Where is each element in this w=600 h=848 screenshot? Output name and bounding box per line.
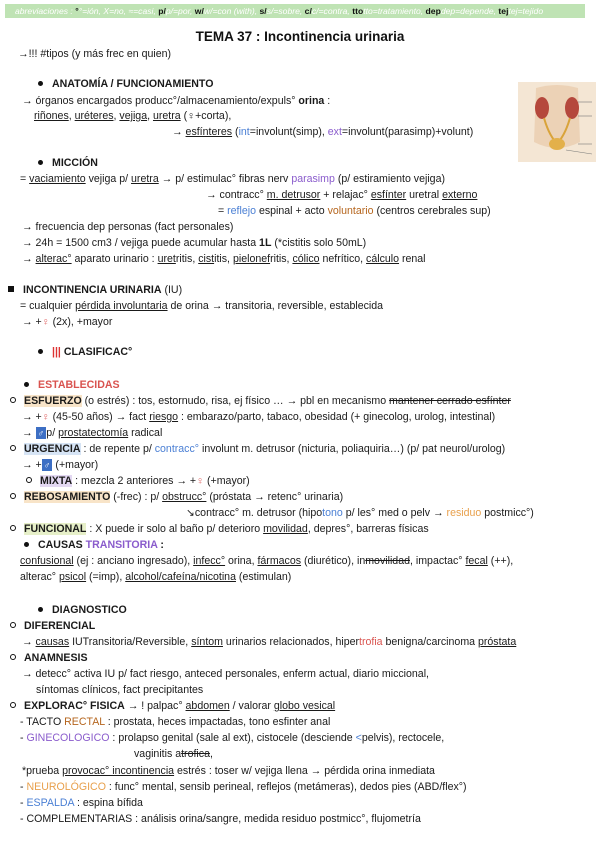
urinary-system-illustration (518, 82, 596, 162)
anamnesis-line-2: síntomas clínicos, fact precipitantes (36, 684, 204, 696)
rebosamiento-line-1: REBOSAMIENTO (-frec) : p/ obstrucc° (próstata → retenc° urinaria) (10, 490, 343, 504)
rebosamiento-line-2: ↘contracc° m. detrusor (hipotono p/ les° med o pelv → residuo postmicc°) (186, 507, 534, 519)
miccion-line-4: → frecuencia dep personas (fact personales) (22, 221, 234, 233)
neurologico-line: - NEUROLÓGICO : func° mental, sensib perineal, reflejos (metámeras), dedos pies (ABD/flex°) (20, 781, 467, 793)
exploracion-heading: EXPLORAC° FISICA → ! palpac° abdomen / valorar globo vesical (10, 699, 335, 713)
abbr-label: abreviaciones : (15, 6, 76, 16)
miccion-line-6: → alterac° aparato urinario : uretritis, cistitis, pielonefritis, cólico nefrítico, cálculo renal (22, 253, 426, 265)
section-miccion: MICCIÓN (38, 156, 98, 170)
miccion-line-3: = reflejo espinal + acto voluntario (centros cerebrales sup) (218, 205, 491, 217)
circle-bullet-icon (10, 525, 16, 531)
urgencia-line-1: URGENCIA : de repente p/ contracc° involunt m. detrusor (nicturia, poliaquiria…) (p/ pat neurol/urolog) (10, 442, 505, 456)
causas-line-2: alterac° psicol (=imp), alcohol/cafeína/nicotina (estimulan) (20, 571, 292, 583)
bullet-icon (24, 542, 29, 547)
causas-line-1: confusional (ej : anciano ingresado), infecc° orina, fármacos (diurético), inmovilidad, impactac° fecal (++), (20, 555, 514, 567)
esfuerzo-line-3: → ♂ p/ prostatectomía radical (22, 427, 163, 439)
complementarias-line: - COMPLEMENTARIAS : análisis orina/sangre, medida residuo postmicc°, flujometría (20, 813, 421, 825)
diferencial-line: → causas IUTransitoria/Reversible, síntom urinarios relacionados, hipertrofia benigna/carcinoma próstata (22, 636, 517, 648)
anatomy-line-2: riñones, uréteres, vejiga, uretra (♀+corta), (34, 110, 232, 122)
ginecologico-line-1: - GINECOLOGICO : prolapso genital (sale al ext), cistocele (desciende <pelvis), rectocele, (20, 732, 445, 744)
urgencia-line-2: → + ♂ (+mayor) (22, 459, 99, 471)
anatomy-line-1: → órganos encargados producc°/almacenamiento/expuls° orina : (22, 95, 331, 107)
circle-bullet-icon (10, 702, 16, 708)
abbr-por: p/=por, (165, 6, 195, 16)
miccion-line-1: = vaciamiento vejiga p/ uretra → p/ estimulac° fibras nerv parasimp (p/ estiramiento vejiga) (20, 173, 445, 185)
section-causas: CAUSAS TRANSITORIA : (24, 538, 164, 552)
miccion-line-2: → contracc° m. detrusor + relajac° esfínter uretral externo (206, 189, 478, 201)
male-icon: ♂ (43, 460, 51, 470)
circle-bullet-icon (10, 445, 16, 451)
funcional-line: FUNCIONAL : X puede ir solo al baño p/ deterioro movilidad, depres°, barreras físicas (10, 522, 429, 536)
circle-bullet-icon (10, 397, 16, 403)
ginecologico-line-2: vaginitis atrofica, (134, 748, 213, 760)
female-icon: ♀ (41, 411, 50, 423)
espalda-line: - ESPALDA : espina bífida (20, 797, 143, 809)
abbr-tej: tej=tejido (508, 6, 544, 16)
list-icon: ||| (52, 346, 61, 358)
anamnesis-line-1: → detecc° activa IU p/ fact riesgo, anteced personales, enferm actual, diario miccional, (22, 668, 429, 680)
bullet-icon (38, 349, 43, 354)
abbr-dep: dep=depende, (440, 6, 499, 16)
iu-line-2: → +♀ (2x), +mayor (22, 316, 113, 328)
male-icon: ♂ (37, 428, 45, 438)
female-icon: ♀ (41, 316, 50, 328)
abbreviations-banner: abreviaciones : °°=ión, X=no, ≈=casi, p/p/=por, w/w/=con (with), s/s/=sobre, c/c/=contra, ttotto=tratamiento, depdep=depende, tejtej=tejido (5, 4, 585, 18)
abbr-ion: °=ión, (78, 6, 104, 16)
bullet-icon (24, 382, 29, 387)
abbr-tto: tto=tratamiento, (363, 6, 426, 16)
iu-line-1: = cualquier pérdida involuntaria de orina → transitoria, reversible, establecida (20, 300, 384, 312)
page-title: TEMA 37 : Incontinencia urinaria (195, 29, 405, 44)
diferencial-heading: DIFERENCIAL (10, 619, 95, 633)
section-incontinencia: INCONTINENCIA URINARIA (IU) (8, 283, 182, 297)
anatomy-line-3: → esfínteres (int=involunt(simp), ext=involunt(parasimp)+volunt) (172, 126, 474, 138)
bullet-icon (38, 81, 43, 86)
miccion-line-5: → 24h = 1500 cm3 / vejiga puede acumular hasta 1L (*cistitis solo 50mL) (22, 237, 367, 249)
section-diagnostico: DIAGNOSTICO (38, 603, 127, 617)
abbr-no: X=no, (103, 6, 129, 16)
female-icon: ♀ (196, 475, 205, 487)
abbr-contra: c/=contra, (311, 6, 353, 16)
circle-bullet-icon (10, 622, 16, 628)
circle-bullet-icon (10, 654, 16, 660)
types-note: →!!! #tipos (y más frec en quien) (18, 48, 172, 60)
circle-bullet-icon (26, 477, 32, 483)
section-anatomy: ANATOMÍA / FUNCIONAMIENTO (38, 77, 213, 91)
prueba-line: *prueba provocac° incontinencia estrés : toser w/ vejiga llena → pérdida orina inmediata (22, 765, 435, 777)
anamnesis-heading: ANAMNESIS (10, 651, 88, 665)
bullet-icon (38, 607, 43, 612)
esfuerzo-line-1: ESFUERZO (o estrés) : tos, estornudo, risa, ej físico … → pbl en mecanismo mantener cerrado esfínter (10, 394, 511, 408)
bullet-icon (38, 160, 43, 165)
tacto-rectal-line: - TACTO RECTAL : prostata, heces impactadas, tono esfinter anal (20, 716, 331, 728)
section-clasificacion: ||| CLASIFICAC° (38, 345, 132, 359)
esfuerzo-line-2: → +♀ (45-50 años) → fact riesgo : embarazo/parto, tabaco, obesidad (+ ginecolog, urolog, intestinal) (22, 411, 496, 423)
abbr-casi: ≈=casi, (128, 6, 159, 16)
circle-bullet-icon (10, 493, 16, 499)
square-bullet-icon (8, 286, 14, 292)
mixta-line: MIXTA : mezcla 2 anteriores → +♀ (+mayor) (26, 474, 250, 488)
section-establecidas: ESTABLECIDAS (24, 378, 120, 392)
abbr-with: w/=con (with), (203, 6, 260, 16)
abbr-sobre: s/=sobre, (266, 6, 305, 16)
